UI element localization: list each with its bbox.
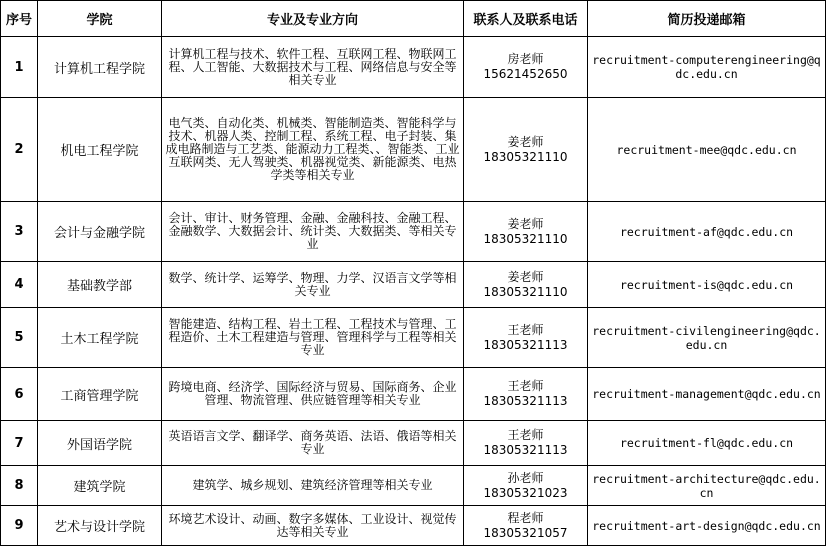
email-address[interactable]: recruitment-af@qdc.edu.cn xyxy=(588,202,826,262)
contact-cell xyxy=(464,202,588,262)
college-name: 计算机工程学院 xyxy=(38,37,162,98)
contact-phone: 15621452650 xyxy=(483,67,568,81)
table-row xyxy=(1,506,826,546)
row-number: 5 xyxy=(1,308,38,368)
email-address[interactable]: recruitment-fl@qdc.edu.cn xyxy=(588,421,826,466)
email-address[interactable]: recruitment-is@qdc.edu.cn xyxy=(588,262,826,308)
contact-phone: 18305321023 xyxy=(483,485,568,500)
row-number: 7 xyxy=(1,421,38,466)
header-contact: 联系人及联系电话 xyxy=(464,1,588,37)
header-college: 学院 xyxy=(38,1,162,37)
row-number: 9 xyxy=(1,506,38,546)
contact-phone: 18305321113 xyxy=(483,394,568,408)
major-list: 跨境电商、经济学、国际经济与贸易、国际商务、企业管理、物流管理、供应链管理等相关专业 xyxy=(162,368,464,421)
contact-name: 房老师 xyxy=(507,52,544,66)
row-number: 8 xyxy=(1,466,38,506)
contact-name: 孙老师 xyxy=(507,470,544,485)
contact-name: 王老师 xyxy=(507,379,544,393)
header-no: 序号 xyxy=(1,1,38,37)
contact-name: 姜老师 xyxy=(507,216,544,231)
table-row xyxy=(1,308,826,368)
contact-phone: 18305321110 xyxy=(483,149,568,164)
email-address[interactable]: recruitment-mee@qdc.edu.cn xyxy=(588,98,826,202)
table-row xyxy=(1,421,826,466)
college-name: 会计与金融学院 xyxy=(38,202,162,262)
college-name: 建筑学院 xyxy=(38,466,162,506)
row-number: 2 xyxy=(1,98,38,202)
major-list: 数学、统计学、运筹学、物理、力学、汉语言文学等相关专业 xyxy=(162,262,464,308)
major-list: 英语语言文学、翻译学、商务英语、法语、俄语等相关专业 xyxy=(162,421,464,466)
contact-cell xyxy=(464,262,588,308)
major-list: 建筑学、城乡规划、建筑经济管理等相关专业 xyxy=(162,466,464,506)
contact-cell xyxy=(464,421,588,466)
contact-phone: 18305321110 xyxy=(483,284,568,299)
major-list: 电气类、自动化类、机械类、智能制造类、智能科学与技术、机器人类、控制工程、系统工程、电子封装、集成电路制造与工艺类、能源动力工程类、、智能类、工业互联网类、无人驾驶类、机器视觉类、新能源类、电热学类等相关专业 xyxy=(162,98,464,202)
college-name: 工商管理学院 xyxy=(38,368,162,421)
table-header-row xyxy=(1,1,826,37)
college-name: 基础教学部 xyxy=(38,262,162,308)
contact-cell xyxy=(464,506,588,546)
row-number: 1 xyxy=(1,37,38,98)
contact-name: 程老师 xyxy=(507,510,544,525)
header-major: 专业及专业方向 xyxy=(162,1,464,37)
header-email: 简历投递邮箱 xyxy=(588,1,826,37)
row-number: 6 xyxy=(1,368,38,421)
contact-name: 姜老师 xyxy=(507,134,544,149)
email-address[interactable]: recruitment-architecture@qdc.edu.cn xyxy=(588,466,826,506)
table-row xyxy=(1,466,826,506)
contact-name: 王老师 xyxy=(507,322,544,337)
major-list: 环境艺术设计、动画、数字多媒体、工业设计、视觉传达等相关专业 xyxy=(162,506,464,546)
college-name: 土木工程学院 xyxy=(38,308,162,368)
email-address[interactable]: recruitment-art-design@qdc.edu.cn xyxy=(588,506,826,546)
email-address[interactable]: recruitment-civilengineering@qdc.edu.cn xyxy=(588,308,826,368)
contact-phone: 18305321113 xyxy=(483,337,568,352)
contact-phone: 18305321113 xyxy=(483,443,568,457)
major-list: 计算机工程与技术、软件工程、互联网工程、物联网工程、人工智能、大数据技术与工程、网络信息与安全等相关专业 xyxy=(162,37,464,98)
major-list: 会计、审计、财务管理、金融、金融科技、金融工程、金融数学、大数据会计、统计类、大数据类、等相关专业 xyxy=(162,202,464,262)
table-row xyxy=(1,37,826,98)
contact-phone: 18305321057 xyxy=(483,525,568,540)
contact-name: 姜老师 xyxy=(507,269,544,284)
contact-name: 王老师 xyxy=(507,428,544,442)
college-name: 外国语学院 xyxy=(38,421,162,466)
contact-cell xyxy=(464,37,588,98)
college-name: 艺术与设计学院 xyxy=(38,506,162,546)
college-name: 机电工程学院 xyxy=(38,98,162,202)
table-row xyxy=(1,202,826,262)
major-list: 智能建造、结构工程、岩土工程、工程技术与管理、工程造价、土木工程建造与管理、管理科学与工程等相关专业 xyxy=(162,308,464,368)
row-number: 4 xyxy=(1,262,38,308)
table-row xyxy=(1,98,826,202)
row-number: 3 xyxy=(1,202,38,262)
contact-cell xyxy=(464,466,588,506)
contact-cell xyxy=(464,308,588,368)
contact-phone: 18305321110 xyxy=(483,231,568,246)
table-row xyxy=(1,262,826,308)
email-address[interactable]: recruitment-computerengineering@qdc.edu.cn xyxy=(588,37,826,98)
email-address[interactable]: recruitment-management@qdc.edu.cn xyxy=(588,368,826,421)
table-row xyxy=(1,368,826,421)
contact-cell xyxy=(464,368,588,421)
contact-cell xyxy=(464,98,588,202)
